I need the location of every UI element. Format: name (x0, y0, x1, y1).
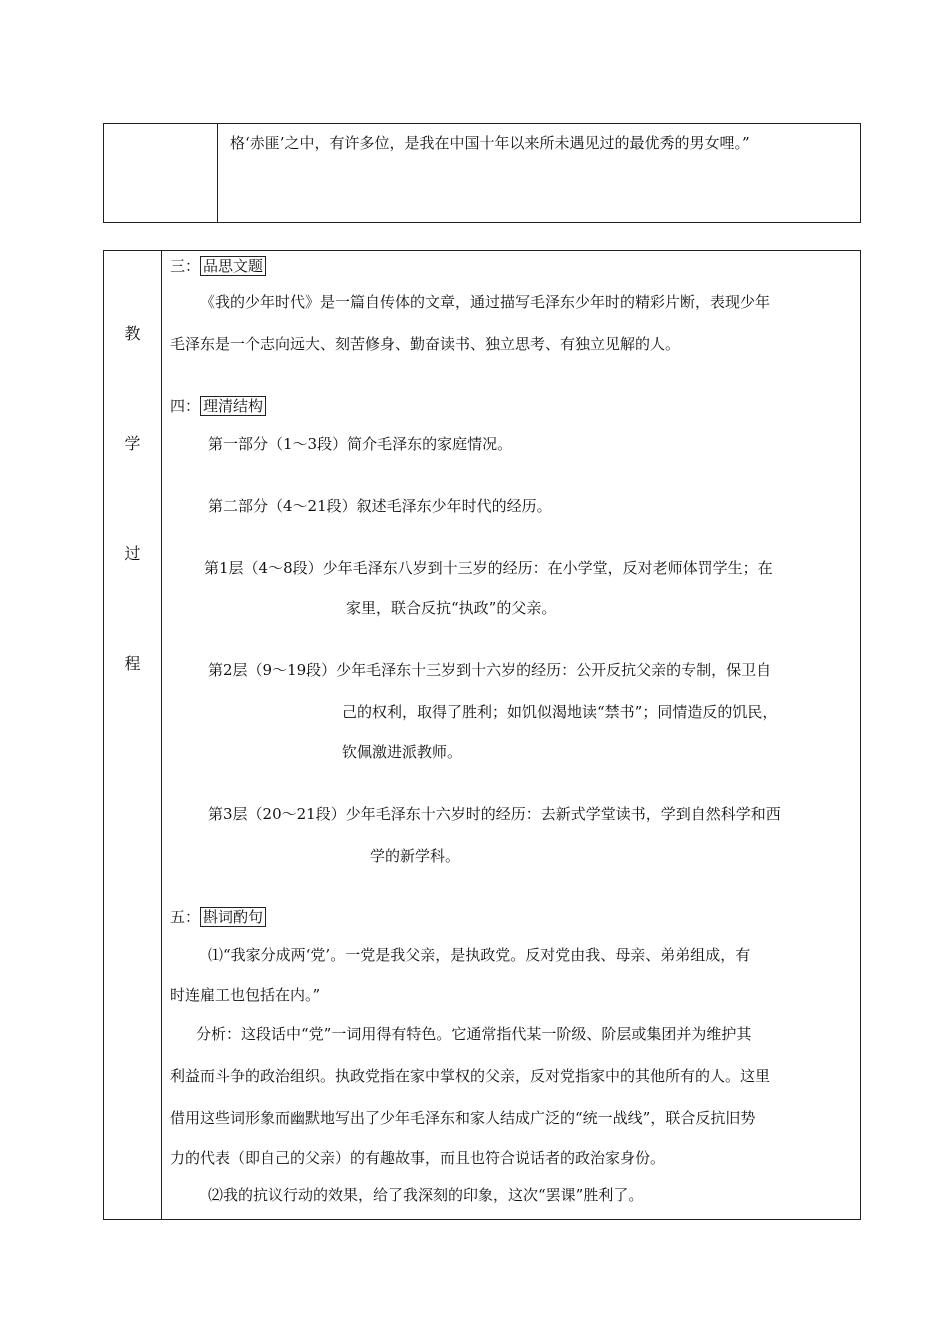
top-table-content: 格‘赤匪’之中，有许多位，是我在中国十年以来所未遇见过的最优秀的男女哩。” (230, 134, 750, 152)
section3-heading (170, 255, 266, 277)
column-divider (217, 124, 218, 222)
section3-para-line2: 毛泽东是一个志向远大、刻苦修身、勤奋读书、独立思考、有独立见解的人。 (170, 335, 681, 353)
layer1-line1: 第1层（4～8段）少年毛泽东八岁到十三岁的经历：在小学堂，反对老师体罚学生；在 (204, 559, 773, 577)
side-label-char: 学 (124, 434, 141, 453)
column-divider (161, 251, 162, 1219)
section4-heading (170, 395, 266, 417)
main-table (103, 250, 861, 1220)
section4-title: 理清结构 (200, 396, 266, 416)
top-table (103, 123, 861, 223)
section3-prefix: 三： (170, 257, 201, 275)
section3-title: 品思文题 (200, 256, 266, 276)
section5-heading (170, 906, 266, 928)
section4-prefix: 四： (170, 397, 201, 415)
analysis-line4: 力的代表（即自己的父亲）的有趣故事，而且也符合说话者的政治家身份。 (170, 1149, 666, 1167)
section3-para-line1: 《我的少年时代》是一篇自传体的文章，通过描写毛泽东少年时的精彩片断，表现少年 (200, 293, 771, 311)
analysis-line3: 借用这些词形象而幽默地写出了少年毛泽东和家人结成广泛的“统一战线”，联合反抗旧势 (170, 1109, 756, 1127)
structure-part1: 第一部分（1～3段）简介毛泽东的家庭情况。 (208, 435, 513, 453)
analysis-line2: 利益而斗争的政治组织。执政党指在家中掌权的父亲，反对党指家中的其他所有的人。这里 (170, 1067, 771, 1085)
analysis-line1: 分析：这段话中“党”一词用得有特色。它通常指代某一阶级、阶层或集团并为维护其 (196, 1025, 752, 1043)
q1-line2: 时连雇工也包括在内。” (170, 986, 321, 1004)
side-label-char: 过 (124, 544, 141, 563)
layer2-line1: 第2层（9～19段）少年毛泽东十三岁到十六岁的经历：公开反抗父亲的专制，保卫自 (208, 661, 772, 679)
layer2-line3: 钦佩激进派教师。 (342, 743, 463, 761)
q1-line1: ⑴“我家分成两‘党’。一党是我父亲，是执政党。反对党由我、母亲、弟弟组成，有 (208, 946, 751, 964)
side-label-char: 教 (124, 324, 141, 343)
layer1-line2: 家里，联合反抗“执政”的父亲。 (346, 599, 557, 617)
structure-part2: 第二部分（4～21段）叙述毛泽东少年时代的经历。 (208, 497, 552, 515)
layer3-line1: 第3层（20～21段）少年毛泽东十六岁时的经历：去新式学堂读书，学到自然科学和西 (208, 805, 781, 823)
layer2-line2: 己的权利，取得了胜利；如饥似渴地读“禁书”；同情造反的饥民， (342, 703, 778, 721)
section5-title: 斟词酌句 (200, 907, 266, 927)
layer3-line2: 学的新学科。 (370, 847, 461, 865)
side-label-char: 程 (124, 654, 141, 673)
section5-prefix: 五： (170, 908, 201, 926)
q2: ⑵我的抗议行动的效果，给了我深刻的印象，这次“罢课”胜利了。 (208, 1186, 644, 1204)
